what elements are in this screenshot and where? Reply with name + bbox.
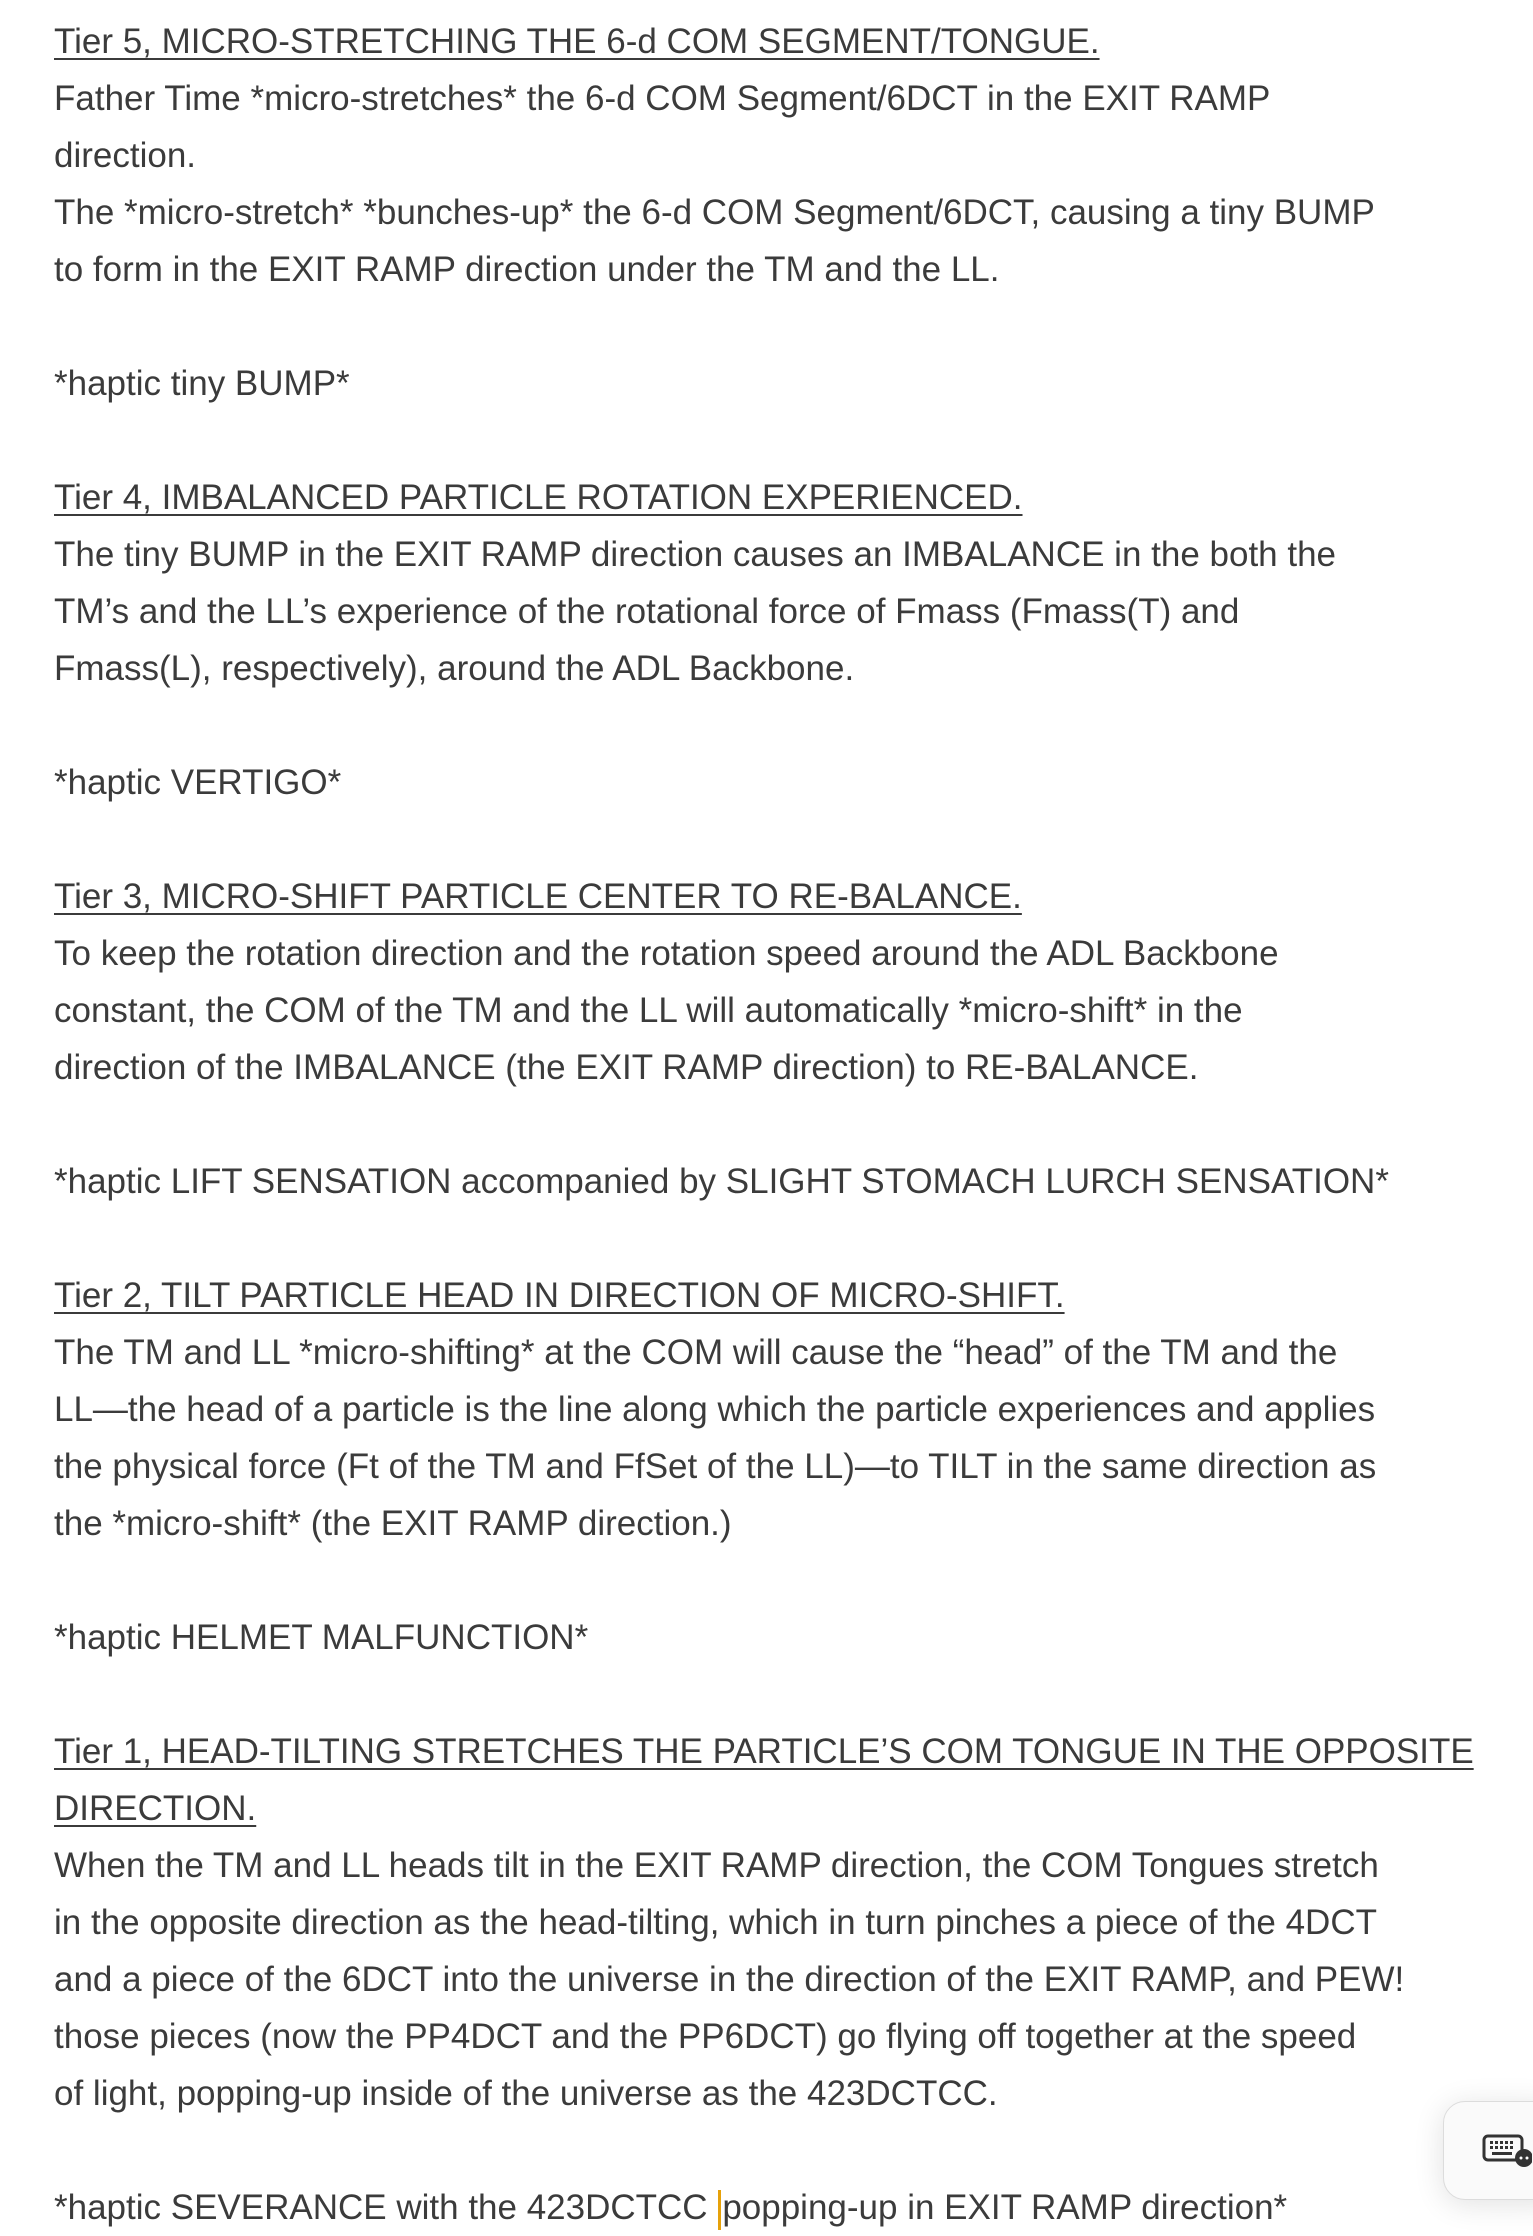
line-text: Tier 3, MICRO-SHIFT PARTICLE CENTER TO RE-BALANCE.: [54, 877, 1022, 916]
line-text: Tier 2, TILT PARTICLE HEAD IN DIRECTION OF MICRO-SHIFT.: [54, 1276, 1065, 1315]
tier-heading-line: [54, 868, 1513, 925]
line-text: and a piece of the 6DCT into the universe in the direction of the EXIT RAMP, and PEW!: [54, 1960, 1405, 1999]
blank-line: [54, 1096, 1513, 1153]
text-line: [54, 1609, 1513, 1666]
line-text: to form in the EXIT RAMP direction under the TM and the LL.: [54, 250, 1000, 289]
line-text: constant, the COM of the TM and the LL will automatically *micro-shift* in the: [54, 991, 1243, 1030]
line-text: *haptic VERTIGO*: [54, 763, 342, 802]
blank-line: [54, 2122, 1513, 2179]
text-line: [54, 355, 1513, 412]
text-line: [54, 1495, 1513, 1552]
text-line: [54, 184, 1513, 241]
line-text: those pieces (now the PP4DCT and the PP6DCT) go flying off together at the speed: [54, 2017, 1357, 2056]
blank-line: [54, 811, 1513, 868]
tier-heading-line: [54, 469, 1513, 526]
text-line: [54, 1837, 1513, 1894]
text-line: [54, 127, 1513, 184]
line-text: the *micro-shift* (the EXIT RAMP direction.): [54, 1504, 732, 1543]
line-text: Father Time *micro-stretches* the 6-d COM Segment/6DCT in the EXIT RAMP: [54, 79, 1271, 118]
line-text: The tiny BUMP in the EXIT RAMP direction causes an IMBALANCE in the both the: [54, 535, 1337, 574]
keyboard-toggle-button[interactable]: [1443, 2101, 1533, 2200]
line-text: popping-up in EXIT RAMP direction*: [722, 2188, 1288, 2227]
text-line-with-cursor: [54, 2179, 1513, 2236]
blank-line: [54, 298, 1513, 355]
line-text: *haptic SEVERANCE with the 423DCTCC: [54, 2188, 718, 2227]
text-line: [54, 2065, 1513, 2122]
text-line: [54, 1381, 1513, 1438]
line-text: direction.: [54, 136, 197, 175]
text-line: [54, 982, 1513, 1039]
line-text: Tier 4, IMBALANCED PARTICLE ROTATION EXPERIENCED.: [54, 478, 1023, 517]
text-line: [54, 1951, 1513, 2008]
text-line: [54, 70, 1513, 127]
line-text: *haptic tiny BUMP*: [54, 364, 350, 403]
text-line: [54, 241, 1513, 298]
blank-line: [54, 1666, 1513, 1723]
text-line: [54, 1324, 1513, 1381]
blank-line: [54, 412, 1513, 469]
tier-heading-line: [54, 1723, 1513, 1780]
text-line: [54, 1438, 1513, 1495]
text-line: [54, 583, 1513, 640]
line-text: in the opposite direction as the head-tilting, which in turn pinches a piece of the 4DCT: [54, 1903, 1377, 1942]
line-text: *haptic HELMET MALFUNCTION*: [54, 1618, 589, 1657]
text-line: [54, 526, 1513, 583]
text-line: [54, 1153, 1513, 1210]
text-line: [54, 640, 1513, 697]
document-body[interactable]: [54, 13, 1513, 2236]
tier-heading-line: [54, 13, 1513, 70]
line-text: direction of the IMBALANCE (the EXIT RAMP direction) to RE-BALANCE.: [54, 1048, 1199, 1087]
text-line: [54, 1039, 1513, 1096]
keyboard-icon: [1482, 2132, 1532, 2168]
tier-heading-line: [54, 1267, 1513, 1324]
text-line: [54, 2008, 1513, 2065]
line-text: The *micro-stretch* *bunches-up* the 6-d COM Segment/6DCT, causing a tiny BUMP: [54, 193, 1375, 232]
line-text: DIRECTION.: [54, 1789, 257, 1828]
line-text: Tier 5, MICRO-STRETCHING THE 6-d COM SEGMENT/TONGUE.: [54, 22, 1100, 61]
line-text: When the TM and LL heads tilt in the EXIT RAMP direction, the COM Tongues stretch: [54, 1846, 1379, 1885]
blank-line: [54, 697, 1513, 754]
text-line: [54, 1894, 1513, 1951]
line-text: To keep the rotation direction and the rotation speed around the ADL Backbone: [54, 934, 1279, 973]
text-line: [54, 925, 1513, 982]
line-text: Tier 1, HEAD-TILTING STRETCHES THE PARTICLE’S COM TONGUE IN THE OPPOSITE: [54, 1732, 1474, 1771]
line-text: *haptic LIFT SENSATION accompanied by SLIGHT STOMACH LURCH SENSATION*: [54, 1162, 1389, 1201]
line-text: TM’s and the LL’s experience of the rotational force of Fmass (Fmass(T) and: [54, 592, 1240, 631]
line-text: Fmass(L), respectively), around the ADL Backbone.: [54, 649, 855, 688]
line-text: the physical force (Ft of the TM and FfSet of the LL)—to TILT in the same direction as: [54, 1447, 1377, 1486]
line-text: The TM and LL *micro-shifting* at the COM will cause the “head” of the TM and the: [54, 1333, 1338, 1372]
tier-heading-line: [54, 1780, 1513, 1837]
blank-line: [54, 1210, 1513, 1267]
line-text: LL—the head of a particle is the line along which the particle experiences and applies: [54, 1390, 1376, 1429]
line-text: of light, popping-up inside of the universe as the 423DCTCC.: [54, 2074, 998, 2113]
blank-line: [54, 1552, 1513, 1609]
text-line: [54, 754, 1513, 811]
